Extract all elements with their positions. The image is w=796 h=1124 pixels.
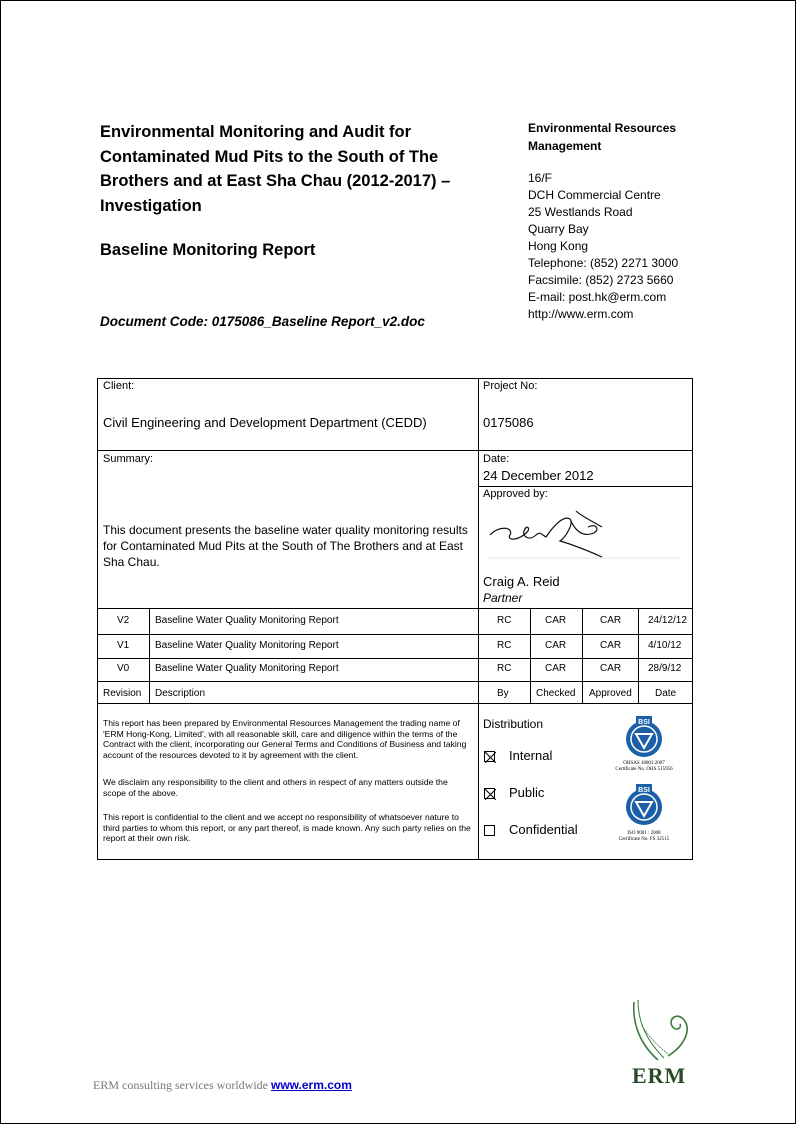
- website-link[interactable]: http://www.erm.com: [528, 307, 634, 321]
- facsimile: Facsimile: (852) 2723 5660: [528, 273, 674, 287]
- revision-cell-by: RC: [497, 663, 512, 674]
- approver-title: Partner: [483, 591, 523, 605]
- company-address: [528, 170, 678, 323]
- revision-cell-by: RC: [497, 615, 512, 626]
- revision-cell-desc: Baseline Water Quality Monitoring Report: [155, 640, 339, 651]
- revision-cell-checked: CAR: [545, 615, 567, 626]
- cert-line: Certificate No. FS 32515: [618, 837, 670, 842]
- bsi-badge-icon: [624, 714, 664, 760]
- revision-cell-checked: CAR: [545, 640, 567, 651]
- revision-cell-approved: CAR: [600, 663, 622, 674]
- revision-cell-rev: V1: [117, 640, 130, 651]
- cert-line: ISO 9001 : 2008: [627, 831, 661, 836]
- bsi-badge-text: BSI: [638, 719, 650, 726]
- address-line: DCH Commercial Centre: [528, 188, 661, 202]
- document-subtitle: Baseline Monitoring Report: [100, 241, 316, 259]
- public-label: Public: [509, 785, 545, 800]
- signature-icon: [484, 505, 684, 565]
- revision-cell-by: RC: [497, 640, 512, 651]
- bsi-badge-icon: [624, 782, 664, 828]
- client-label: Client:: [103, 380, 135, 392]
- cert-iso: [604, 831, 684, 843]
- internal-checkbox[interactable]: [484, 751, 495, 762]
- footer: [93, 1078, 352, 1093]
- header-approved: Approved: [589, 688, 632, 699]
- footer-text: ERM consulting services worldwide: [93, 1078, 271, 1092]
- public-checkbox[interactable]: [484, 788, 495, 799]
- revision-cell-checked: CAR: [545, 663, 567, 674]
- approved-label: Approved by:: [483, 488, 548, 500]
- confidential-label: Confidential: [509, 822, 578, 837]
- company-name: Environmental Resources Management: [528, 121, 677, 153]
- disclaimer-paragraph: This report has been prepared by Environmental Resources Management the trading name of 'ERM Hong-Kong, Limited', with all reasonable skill, care and diligence within the terms of the Contract with the client, incorporating our General Terms and Conditions of Business and taking account of the resources devoted to it by agreement with the client.: [103, 718, 467, 760]
- header-description: Description: [155, 688, 206, 699]
- internal-label: Internal: [509, 748, 553, 763]
- revision-cell-desc: Baseline Water Quality Monitoring Report: [155, 615, 339, 626]
- disclaimer-paragraph: This report is confidential to the client and we accept no responsibility of whatsoever nature to third parties to whom this report, or any part thereof, is made known. Any such party relies on the report at their own risk.: [103, 812, 471, 844]
- date-label: Date:: [483, 453, 510, 465]
- erm-logo-text: ERM: [632, 1063, 687, 1088]
- approver-name: Craig A. Reid: [483, 574, 560, 589]
- revision-cell-date: 4/10/12: [648, 640, 682, 651]
- header-revision: Revision: [103, 688, 142, 699]
- confidential-checkbox[interactable]: [484, 825, 495, 836]
- email: E-mail: post.hk@erm.com: [528, 290, 667, 304]
- summary-label: Summary:: [103, 453, 154, 465]
- revision-cell-rev: V0: [117, 663, 130, 674]
- cert-ohsas: [604, 761, 684, 773]
- bsi-badge-text: BSI: [638, 787, 650, 794]
- telephone: Telephone: (852) 2271 3000: [528, 256, 679, 270]
- summary-text: This document presents the baseline water quality monitoring results for Contaminated Mud Pits at the South of The Brothers and at East Sha Chau.: [103, 523, 468, 569]
- header-checked: Checked: [536, 688, 576, 699]
- cert-line: Certificate No. OHS 515956: [615, 767, 673, 772]
- client-value: Civil Engineering and Development Department (CEDD): [103, 415, 427, 430]
- revision-cell-date: 28/9/12: [648, 663, 682, 674]
- disclaimer-paragraph: We disclaim any responsibility to the client and others in respect of any matters outside the scope of the above.: [103, 777, 448, 798]
- date-value: 24 December 2012: [483, 468, 594, 483]
- revision-cell-desc: Baseline Water Quality Monitoring Report: [155, 663, 339, 674]
- document-code: Document Code: 0175086_Baseline Report_v2.doc: [100, 314, 425, 329]
- address-line: 25 Westlands Road: [528, 205, 633, 219]
- revision-cell-approved: CAR: [600, 615, 622, 626]
- revision-cell-approved: CAR: [600, 640, 622, 651]
- revision-cell-rev: V2: [117, 615, 130, 626]
- document-title: Environmental Monitoring and Audit for Contaminated Mud Pits to the South of The Brothers and at East Sha Chau (2012-2017) – Investigation: [100, 123, 451, 215]
- address-line: Quarry Bay: [528, 222, 589, 236]
- revision-cell-date: 24/12/12: [648, 615, 687, 626]
- header-date: Date: [655, 688, 677, 699]
- header-by: By: [497, 688, 509, 699]
- address-line: 16/F: [528, 171, 553, 185]
- address-line: Hong Kong: [528, 239, 589, 253]
- erm-logo-icon: [628, 996, 694, 1062]
- project-value: 0175086: [483, 415, 534, 430]
- cert-line: OHSAS 18001:2007: [623, 761, 665, 766]
- project-label: Project No:: [483, 380, 538, 392]
- footer-link[interactable]: www.erm.com: [270, 1078, 352, 1092]
- distribution-label: Distribution: [483, 717, 544, 731]
